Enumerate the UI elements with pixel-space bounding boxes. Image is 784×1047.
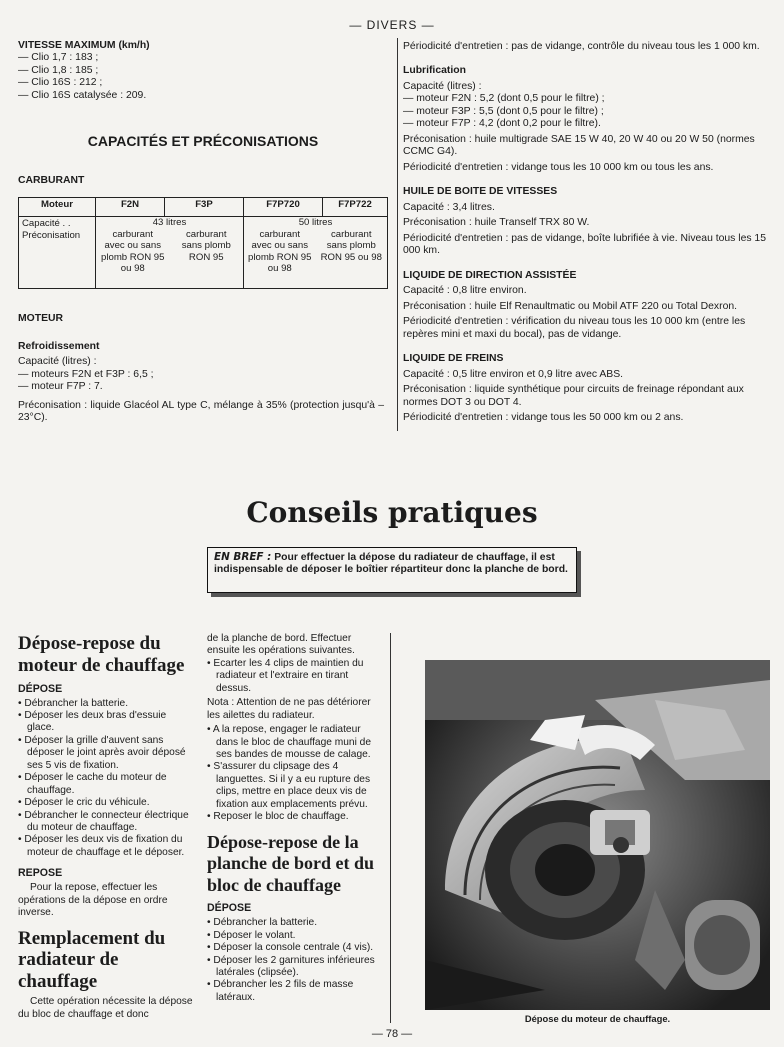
col2-depose: DÉPOSE xyxy=(207,902,252,915)
prec-f2n: carburant avec ou sans plomb RON 95 ou 98 xyxy=(101,228,165,274)
list-item: • Débrancher la batterie. xyxy=(207,917,318,929)
lf-line: Périodicité d'entretien : vidange tous les 50 000 km ou 2 ans. xyxy=(403,412,684,424)
table-cell-f2n-f3p xyxy=(96,217,244,289)
row-label-capacite: Capacité . . xyxy=(22,218,71,229)
list-item: • Déposer les deux bras d'essuie glace. xyxy=(18,710,167,734)
refroid-line: Capacité (litres) : xyxy=(18,356,97,368)
section-header: — DIVERS — xyxy=(349,18,435,32)
da-line: Périodicité d'entretien : vérification du niveau tous les 10 000 km (entre les repères mini et maxi du bocal), pas de vidange. xyxy=(403,316,746,340)
refroidissement-block xyxy=(18,341,384,425)
col1-title2: Remplacement du radiateur de chauffage xyxy=(18,927,166,993)
lubrif-line: — moteur F3P : 5,5 (dont 0,5 pour le filtre) ; xyxy=(403,105,604,117)
lf-line: Préconisation : liquide synthétique pour circuits de freinage répondant aux normes DOT 3 ou DOT 4. xyxy=(403,384,744,408)
capacites-title: CAPACITÉS ET PRÉCONISATIONS xyxy=(87,133,319,149)
list-item: • Déposer les 2 garnitures inférieures latérales (clipsée). xyxy=(207,954,375,979)
bv-title: HUILE DE BOITE DE VITESSES xyxy=(403,186,558,198)
da-line: Préconisation : huile Elf Renaultmatic ou Mobil ATF 220 ou Total Dexron. xyxy=(403,300,738,312)
carburant-table xyxy=(18,197,388,289)
list-item: • Déposer le cache du moteur de chauffage. xyxy=(18,772,167,796)
column-1 xyxy=(18,633,194,1021)
lubrif-prec: Préconisation : huile multigrade SAE 15 W 40, 20 W 40 ou 20 W 50 (normes CCMC G4). xyxy=(403,133,755,158)
column-divider-2 xyxy=(390,633,391,1023)
capacity-left: 43 litres xyxy=(152,217,187,228)
page-number: — 78 — xyxy=(371,1028,413,1040)
en-bref-box xyxy=(207,547,577,593)
en-bref-tag: EN BREF : xyxy=(214,551,272,563)
photo-illustration xyxy=(425,660,770,1010)
lubrif-line: — moteur F7P : 4,2 (dont 0,2 pour le filtre). xyxy=(403,118,601,130)
column-divider xyxy=(397,38,398,431)
en-bref-text: Pour effectuer la dépose du radiateur de chauffage, il est indispensable de déposer le boîtier répartiteur donc la planche de bord. xyxy=(214,552,568,576)
col1-depose: DÉPOSE xyxy=(18,682,63,695)
list-item: • Déposer le cric du véhicule. xyxy=(18,797,150,809)
table-header: Moteur xyxy=(19,198,96,217)
carburant-table-wrap xyxy=(18,197,388,289)
list-item: • Déposer la console centrale (4 vis). xyxy=(207,942,374,954)
prec-f7p722: carburant sans plomb RON 95 ou 98 xyxy=(320,228,382,263)
list-item: • A la repose, engager le radiateur dans le bloc de chauffage muni de ses bandes de mousse de calage. xyxy=(207,724,372,760)
lf-line: Capacité : 0,5 litre environ et 0,9 litre avec ABS. xyxy=(403,368,624,380)
col1-title: Dépose-repose du moteur de chauffage xyxy=(18,633,185,676)
vitesse-item: — Clio 1,7 : 183 ; xyxy=(18,52,99,64)
lubrif-title: Lubrification xyxy=(403,65,466,77)
vitesse-item: — Clio 16S catalysée : 209. xyxy=(18,89,147,101)
vitesse-block xyxy=(18,40,388,102)
col1-repose: REPOSE xyxy=(18,867,63,880)
list-item: • Débrancher la batterie. xyxy=(18,697,129,709)
table-cell-f7p xyxy=(244,217,388,289)
col2-title: Dépose-repose de la planche de bord et du bloc de chauffage xyxy=(207,831,375,895)
bv-line: Capacité : 3,4 litres. xyxy=(403,201,495,213)
row-label-preconisation: Préconisation xyxy=(22,229,81,241)
conseils-title: Conseils pratiques xyxy=(246,496,538,529)
moteur-title: MOTEUR xyxy=(18,313,64,324)
bv-line: Périodicité d'entretien : pas de vidange, boîte lubrifiée à vie. Niveau tous les 15 000 km. xyxy=(403,232,766,257)
prec-f7p720: carburant avec ou sans plomb RON 95 ou 98 xyxy=(248,228,312,274)
vitesse-item: — Clio 1,8 : 185 ; xyxy=(18,64,99,76)
list-item: • Déposer la grille d'auvent sans déposer le joint après avoir déposé ses 5 vis de fixation. xyxy=(18,734,186,771)
da-title: LIQUIDE DE DIRECTION ASSISTÉE xyxy=(403,269,577,281)
refroid-line: — moteurs F2N et F3P : 6,5 ; xyxy=(18,368,154,380)
list-item: • Déposer le volant. xyxy=(207,929,296,941)
refroid-title: Refroidissement xyxy=(18,341,100,352)
heater-motor-photo xyxy=(425,660,770,1010)
right-top-column xyxy=(403,41,771,425)
vitesse-title: VITESSE MAXIMUM (km/h) xyxy=(18,40,150,51)
col2-lead: de la planche de bord. Effectuer ensuite les opérations suivantes. xyxy=(207,633,355,657)
periodicite-text: Périodicité d'entretien : pas de vidange, contrôle du niveau tous les 1 000 km. xyxy=(403,41,760,52)
lubrif-period: Périodicité d'entretien : vidange tous les 10 000 km ou tous les ans. xyxy=(403,161,714,173)
list-item: • Débrancher le connecteur électrique du moteur de chauffage. xyxy=(18,809,189,833)
list-item: • Déposer les deux vis de fixation du moteur de chauffage et le déposer. xyxy=(18,834,185,858)
list-item: • Reposer le bloc de chauffage. xyxy=(207,811,349,823)
bv-line: Préconisation : huile Tranself TRX 80 W. xyxy=(403,217,590,229)
photo-caption: Dépose du moteur de chauffage. xyxy=(524,1013,671,1024)
table-header: F7P722 xyxy=(323,198,388,217)
vitesse-item: — Clio 16S : 212 ; xyxy=(18,77,103,89)
column-2 xyxy=(207,633,384,1004)
prec-f3p: carburant sans plomb RON 95 xyxy=(181,228,231,263)
refroid-line: — moteur F7P : 7. xyxy=(18,381,103,393)
da-line: Capacité : 0,8 litre environ. xyxy=(403,285,527,297)
list-item: • Ecarter les 4 clips de maintien du radiateur et l'extraire en tirant dessus. xyxy=(207,657,364,694)
capacity-right: 50 litres xyxy=(298,217,333,228)
col1-text2: Cette opération nécessite la dépose du bloc de chauffage et donc xyxy=(18,996,193,1020)
refroid-prec: Préconisation : liquide Glacéol AL type C, mélange à 35% (protection jusqu'à –23°C). xyxy=(18,399,384,424)
table-header: F2N xyxy=(96,198,165,217)
table-header: F3P xyxy=(165,198,244,217)
lubrif-line: — moteur F2N : 5,2 (dont 0,5 pour le filtre) ; xyxy=(403,93,605,105)
list-item: • Débrancher les 2 fils de masse latéraux. xyxy=(207,979,354,1003)
table-row-labels xyxy=(19,217,96,289)
carburant-title: CARBURANT xyxy=(18,175,85,186)
table-header: F7P720 xyxy=(244,198,323,217)
col2-note: Nota : Attention de ne pas détériorer les ailettes du radiateur. xyxy=(207,697,371,721)
list-item: • S'assurer du clipsage des 4 languettes. Si il y a eu rupture des clips, mettre en place deux vis de fixation aux emplacements prévu. xyxy=(207,761,371,810)
lubrif-line: Capacité (litres) : xyxy=(403,80,482,92)
lf-title: LIQUIDE DE FREINS xyxy=(403,353,504,365)
col1-repose-text: Pour la repose, effectuer les opérations de la dépose en ordre inverse. xyxy=(18,882,168,919)
